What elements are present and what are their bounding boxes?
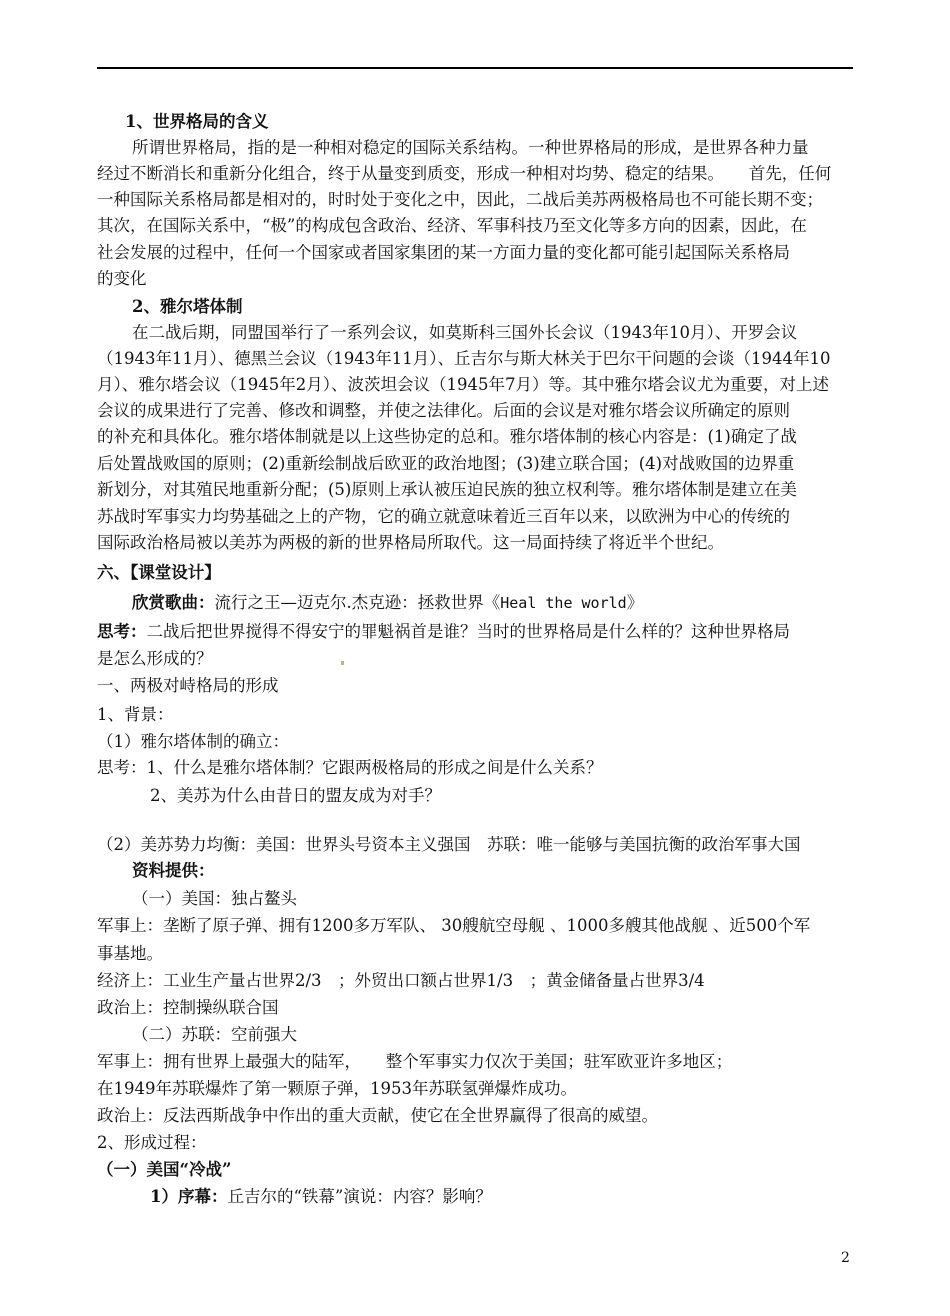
think-text: 二战后把世界搅得不得安宁的罪魁祸首是谁？当时的世界格局是什么样的？这种世界格局 (146, 622, 790, 641)
section-heading-world-pattern: 1、世界格局的含义 (125, 112, 269, 131)
subheading-yalta-establish: （1）雅尔塔体制的确立： (97, 732, 289, 751)
song-title: Heal the world (500, 594, 627, 612)
paragraph-line: 经过不断消长和重新分化组合，终于从量变到质变，形成一种相对均势、稳定的结果。 首先，任何 (97, 164, 832, 183)
section-heading-yalta: 2、雅尔塔体制 (132, 297, 243, 316)
us-military-line-2: 事基地。 (97, 944, 163, 963)
song-end: 》 (626, 593, 644, 612)
paragraph-line: 的变化 (97, 269, 147, 288)
speck-mark (341, 661, 344, 665)
paragraph-line: 其次，在国际关系中，“极”的构成包含政治、经济、军事科技乃至文化等多方向的因素，因此，在 (97, 216, 807, 235)
soviet-military-line: 军事上：拥有世界上最强大的陆军， 整个军事实力仅次于美国；驻军欧亚许多地区； (97, 1052, 733, 1071)
paragraph-line: 一种国际关系格局都是相对的，时时处于变化之中，因此，二战后美苏两极格局也不可能长期不变； (97, 190, 823, 209)
think-line (97, 621, 790, 643)
soviet-bomb-line: 在1949年苏联爆炸了第一颗原子弹，1953年苏联氢弹爆炸成功。 (97, 1079, 577, 1098)
prelude-text: 丘吉尔的“铁幕”演说：内容？影响？ (227, 1187, 492, 1206)
soviet-politics-line: 政治上：反法西斯战争中作出的重大贡献，使它在全世界赢得了很高的威望。 (97, 1106, 658, 1125)
paragraph-line: 会议的成果进行了完善、修改和调整，并使之法律化。后面的会议是对雅尔塔会议所确定的原则 (97, 401, 790, 420)
think-label: 思考： (97, 622, 147, 641)
balance-line: （2）美苏势力均衡：美国：世界头号资本主义强国 苏联：唯一能够与美国抗衡的政治军事大国 (97, 835, 801, 854)
part-heading: 一、两极对峙格局的形成 (97, 676, 279, 695)
paragraph-line: 后处置战败国的原则；(2)重新绘制战后欧亚的政治地图；(3)建立联合国；(4)对战败国的边界重 (97, 454, 795, 473)
section-heading-class-design: 六、【课堂设计】 (97, 563, 221, 582)
paragraph-line: 社会发展的过程中，任何一个国家或者国家集团的某一方面力量的变化都可能引起国际关系格局 (97, 243, 790, 262)
cold-war-heading: （一）美国“冷战” (97, 1160, 232, 1179)
paragraph-line: 的补充和具体化。雅尔塔体制就是以上这些协定的总和。雅尔塔体制的核心内容是：(1)确定了战 (97, 427, 797, 446)
question-1: 思考：1、什么是雅尔塔体制？它跟两极格局的形成之间是什么关系？ (97, 758, 603, 777)
prelude-line (150, 1186, 492, 1208)
paragraph-line: 新划分，对其殖民地重新分配；(5)原则上承认被压迫民族的独立权利等。雅尔塔体制是建立在美 (97, 480, 797, 499)
paragraph-line: （1943年11月）、德黑兰会议（1943年11月）、丘吉尔与斯大林关于巴尔干问题的会谈（1944年10 (97, 349, 831, 368)
soviet-heading: （二）苏联：空前强大 (132, 1025, 297, 1044)
us-heading: （一）美国：独占鳌头 (132, 889, 297, 908)
song-text: 流行之王—迈克尔.杰克逊：拯救世界《 (214, 593, 501, 612)
header-rule (97, 67, 853, 69)
paragraph-line: 所谓世界格局，指的是一种相对稳定的国际关系结构。一种世界格局的形成，是世界各种力量 (132, 138, 809, 157)
us-politics-line: 政治上：控制操纵联合国 (97, 998, 279, 1017)
paragraph-line: 月）、雅尔塔会议（1945年2月）、波茨坦会议（1945年7月）等。其中雅尔塔会议尤为重要，对上述 (97, 375, 829, 394)
subheading-background: 1、背景： (97, 705, 174, 724)
page-number: 2 (841, 1250, 850, 1266)
process-heading: 2、形成过程： (97, 1133, 207, 1152)
paragraph-line: 国际政治格局被以美苏为两极的新的世界格局所取代。这一局面持续了将近半个世纪。 (97, 533, 724, 552)
material-label: 资料提供： (132, 861, 215, 880)
us-military-line: 军事上：垄断了原子弹、拥有1200多万军队、 30艘航空母舰 、1000多艘其他战舰 、近500个军 (97, 916, 811, 935)
question-2: 2、美苏为什么由昔日的盟友成为对手？ (150, 786, 441, 805)
paragraph-line: 在二战后期，同盟国举行了一系列会议，如莫斯科三国外长会议（1943年10月）、开罗会议 (132, 323, 798, 342)
song-line (132, 592, 643, 614)
prelude-label: 1）序幕： (150, 1187, 228, 1206)
paragraph-line: 苏战时军事实力均势基础之上的产物，它的确立就意味着近三百年以来，以欧洲为中心的传统的 (97, 507, 790, 526)
us-economy-line: 经济上：工业生产量占世界2/3 ；外贸出口额占世界1/3 ；黄金储备量占世界3/4 (97, 971, 705, 990)
think-line-2: 是怎么形成的？ (97, 649, 213, 668)
song-label: 欣赏歌曲： (132, 593, 215, 612)
